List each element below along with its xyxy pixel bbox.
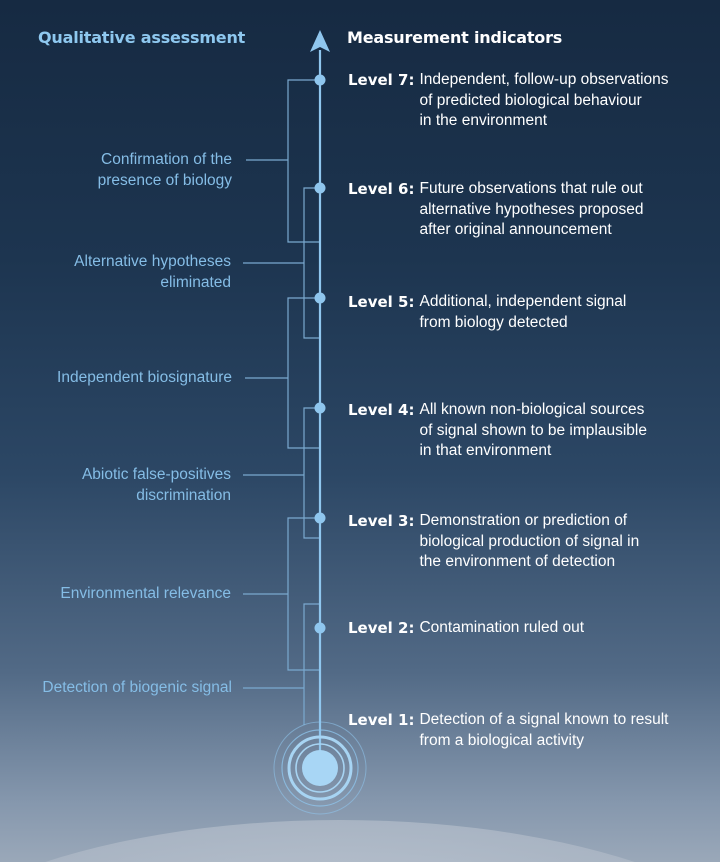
bracket-alternative [304, 188, 320, 338]
qual-label-alternative: Alternative hypotheses eliminated [74, 253, 231, 291]
level-5-dot [315, 293, 326, 304]
level-3-dot [315, 513, 326, 524]
level-1-description: Detection of a signal known to result from a biological activity [419, 711, 669, 749]
bracket-detection [304, 604, 320, 725]
level-5-label: Level 5: [348, 293, 415, 311]
bracket-lines [243, 80, 320, 725]
level-7-dot [315, 75, 326, 86]
qual-label-abiotic: Abiotic false-positives discrimination [81, 466, 231, 504]
level-1-item [348, 710, 720, 751]
measurement-header: Measurement indicators [347, 28, 563, 47]
level-4-label: Level 4: [348, 401, 415, 419]
level-3-description: Demonstration or prediction of biological production of signal in the environment of detection [419, 512, 640, 570]
level-4-item [348, 400, 720, 462]
level-5-item [348, 292, 720, 333]
level-3-label: Level 3: [348, 512, 415, 530]
level-6-description: Future observations that rule out alternative hypotheses proposed after original announcement [419, 180, 644, 238]
axis-arrowhead [310, 30, 330, 52]
qualitative-header: Qualitative assessment [38, 28, 246, 47]
level-2-item [348, 618, 720, 639]
level-5-description: Additional, independent signal from biology detected [419, 293, 627, 331]
level-2-description: Contamination ruled out [419, 619, 585, 636]
planet-horizon [0, 820, 720, 862]
level-4-dot [315, 403, 326, 414]
level-2-label: Level 2: [348, 619, 415, 637]
qual-label-independent: Independent biosignature [57, 369, 232, 386]
level-7-description: Independent, follow-up observations of predicted biological behaviour in the environment [419, 71, 669, 129]
level-6-item [348, 179, 720, 241]
level-3-item [348, 511, 720, 573]
level-6-dot [315, 183, 326, 194]
level-4-description: All known non-biological sources of signal shown to be implausible in that environment [419, 401, 647, 459]
level-6-label: Level 6: [348, 180, 415, 198]
qual-label-detection: Detection of biogenic signal [42, 679, 232, 696]
level-1-label: Level 1: [348, 711, 415, 729]
level-7-label: Level 7: [348, 71, 415, 89]
level-2-dot [315, 623, 326, 634]
qual-label-environmental: Environmental relevance [60, 585, 231, 602]
level-7-item [348, 70, 720, 132]
qual-label-confirmation: Confirmation of the presence of biology [97, 151, 232, 189]
